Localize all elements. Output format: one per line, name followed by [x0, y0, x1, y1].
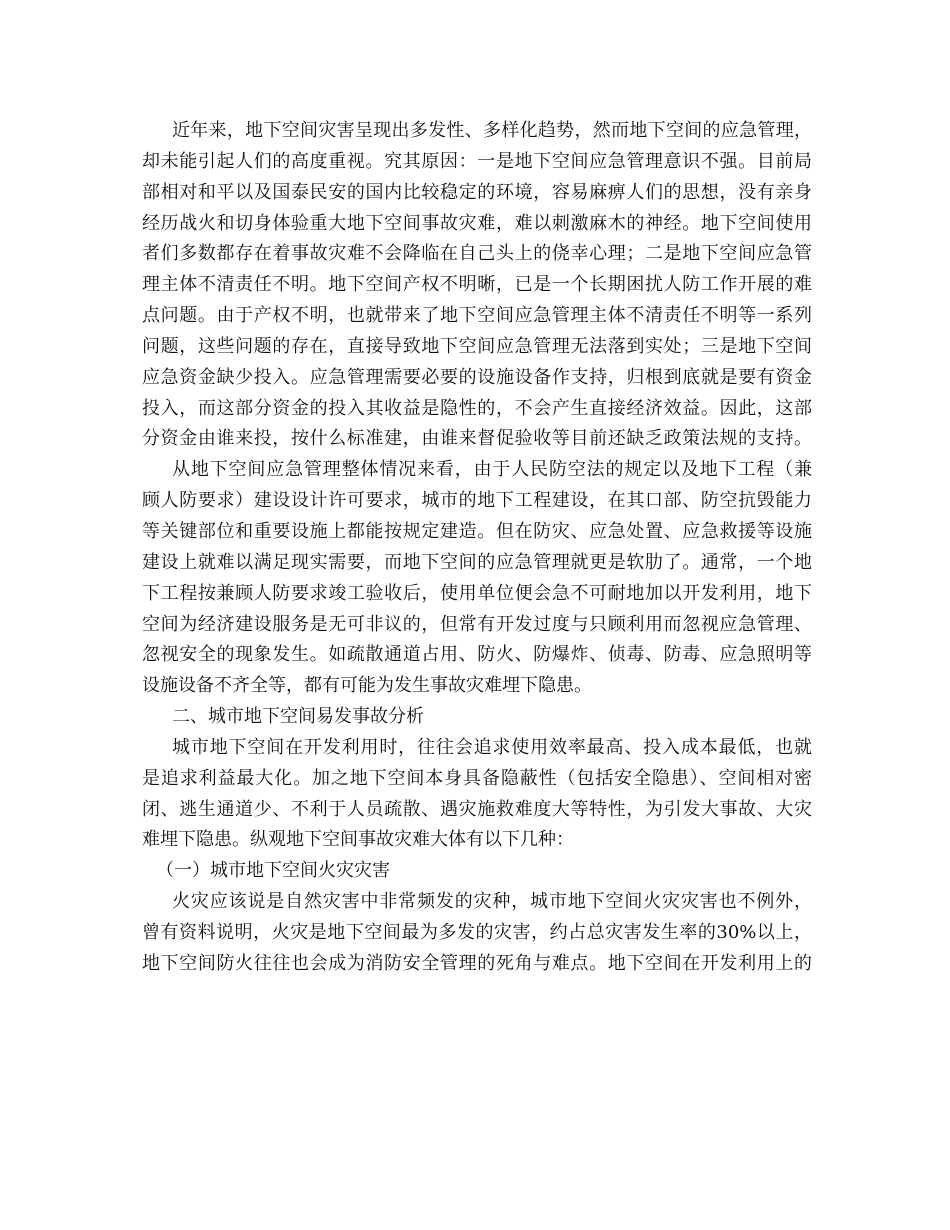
text-line: 投入，而这部分资金的投入其收益是隐性的，不会产生直接经济效益。因此，这部	[142, 397, 812, 419]
text-line: 应急资金缺少投入。应急管理需要必要的设施设备作支持，归根到底就是要有资金	[142, 366, 812, 388]
text-line: 却未能引起人们的高度重视。究其原因：一是地下空间应急管理意识不强。目前局	[142, 150, 812, 172]
section-heading: 二、城市地下空间易发事故分析	[172, 706, 424, 728]
text-line: 者们多数都存在着事故灾难不会降临在自己头上的侥幸心理；二是地下空间应急管	[142, 243, 812, 265]
text-line: 火灾应该说是自然灾害中非常频发的灾种，城市地下空间火灾灾害也不例外，	[172, 891, 812, 913]
text-line: 问题，这些问题的存在，直接导致地下空间应急管理无法落到实处；三是地下空间	[142, 335, 812, 357]
text-line: 地下空间防火往往也会成为消防安全管理的死角与难点。地下空间在开发利用上的	[142, 952, 812, 974]
text-line: 城市地下空间在开发利用时，往往会追求使用效率最高、投入成本最低，也就	[172, 736, 812, 758]
text-line: 空间为经济建设服务是无可非议的，但常有开发过度与只顾利用而忽视应急管理、	[142, 613, 812, 635]
text-line: 等关键部位和重要设施上都能按规定建造。但在防灾、应急处置、应急救援等设施	[142, 520, 812, 542]
text-line: 是追求利益最大化。加之地下空间本身具备隐蔽性（包括安全隐患）、空间相对密	[142, 767, 812, 789]
text-line: 曾有资料说明，火灾是地下空间最为多发的灾害，约占总灾害发生率的30%以上，	[142, 921, 812, 943]
text-line: 从地下空间应急管理整体情况来看，由于人民防空法的规定以及地下工程（兼	[172, 459, 812, 481]
text-line: 顾人防要求）建设设计许可要求，城市的地下工程建设，在其口部、防空抗毁能力	[142, 490, 812, 512]
text-line: 点问题。由于产权不明，也就带来了地下空间应急管理主体不清责任不明等一系列	[142, 305, 812, 327]
text-line: 部相对和平以及国泰民安的国内比较稳定的环境，容易麻痹人们的思想，没有亲身	[142, 181, 812, 203]
text-line: 经历战火和切身体验重大地下空间事故灾难，难以刺激麻木的神经。地下空间使用	[142, 212, 812, 234]
text-line: 忽视安全的现象发生。如疏散通道占用、防火、防爆炸、侦毒、防毒、应急照明等	[142, 644, 812, 666]
text-line: 设施设备不齐全等，都有可能为发生事故灾难埋下隐患。	[142, 675, 592, 697]
section-subheading: （一）城市地下空间火灾灾害	[156, 860, 390, 882]
text-line: 分资金由谁来投，按什么标准建，由谁来督促验收等目前还缺乏政策法规的支持。	[142, 428, 812, 450]
text-line: 闭、逃生通道少、不利于人员疏散、遇灾施救难度大等特性，为引发大事故、大灾	[142, 798, 812, 820]
document-page	[142, 116, 812, 980]
text-line: 理主体不清责任不明。地下空间产权不明晰，已是一个长期困扰人防工作开展的难	[142, 274, 812, 296]
text-line: 难埋下隐患。纵观地下空间事故灾难大体有以下几种：	[142, 829, 574, 851]
text-line: 近年来，地下空间灾害呈现出多发性、多样化趋势，然而地下空间的应急管理，	[172, 120, 812, 141]
text-line: 下工程按兼顾人防要求竣工验收后，使用单位便会急不可耐地加以开发利用，地下	[142, 582, 812, 604]
text-line: 建设上就难以满足现实需要，而地下空间的应急管理就更是软肋了。通常，一个地	[142, 551, 812, 573]
